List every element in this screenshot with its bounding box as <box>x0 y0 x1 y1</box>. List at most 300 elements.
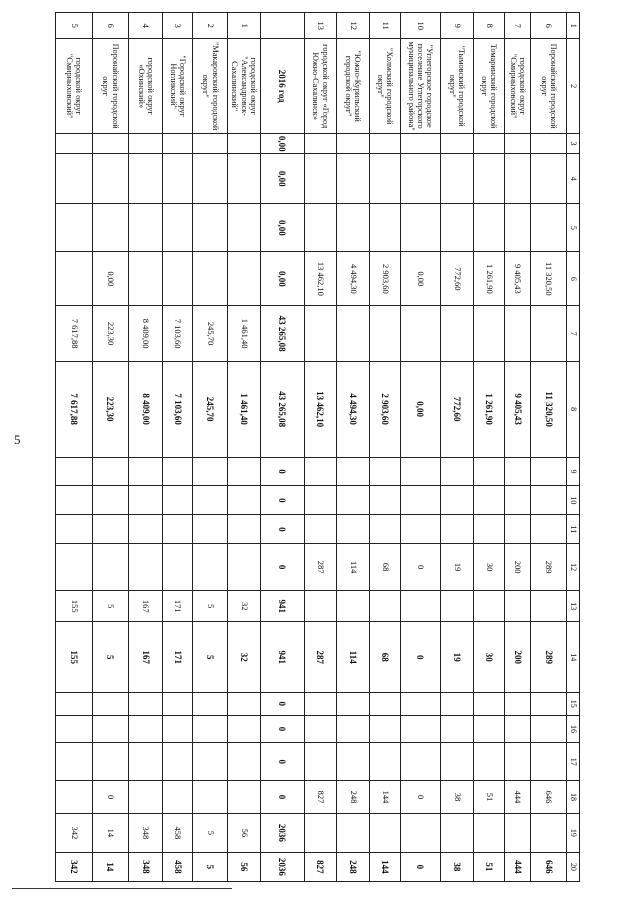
table-cell <box>92 457 128 486</box>
table-cell: 13 462,10 <box>304 252 336 306</box>
table-cell: 43 265,08 <box>260 306 304 361</box>
table-cell: 167 <box>129 622 163 693</box>
table-header-row <box>566 13 579 882</box>
table-cell <box>504 515 531 544</box>
column-number: 15 <box>566 692 579 715</box>
municipality-name: "Тымовский городской округ" <box>440 39 473 133</box>
table-cell: 1 461,40 <box>228 361 260 457</box>
table-cell <box>400 515 440 544</box>
table-cell: 0 <box>260 544 304 591</box>
table-cell <box>193 154 228 204</box>
table-cell <box>129 252 163 306</box>
table-cell: 51 <box>473 852 504 881</box>
table-cell <box>129 715 163 743</box>
table-cell: 2036 <box>260 813 304 852</box>
table-cell <box>336 715 369 743</box>
table-cell <box>369 715 400 743</box>
table-cell <box>163 204 193 252</box>
table-cell <box>504 743 531 781</box>
table-cell: 0 <box>260 715 304 743</box>
table-row <box>92 13 128 882</box>
table-row <box>56 13 93 882</box>
table-cell <box>304 692 336 715</box>
table-cell <box>531 813 566 852</box>
table-cell: 0 <box>400 622 440 693</box>
table-cell <box>304 133 336 153</box>
table-cell: 0 <box>260 692 304 715</box>
table-cell <box>369 306 400 361</box>
table-cell: 5 <box>193 622 228 693</box>
table-cell <box>473 692 504 715</box>
data-table <box>55 12 580 882</box>
table-cell <box>228 743 260 781</box>
table-cell <box>369 204 400 252</box>
table-cell <box>504 133 531 153</box>
table-cell <box>400 486 440 515</box>
table-cell: 0 <box>400 544 440 591</box>
table-cell <box>304 486 336 515</box>
table-cell <box>304 204 336 252</box>
table-cell <box>531 457 566 486</box>
table-cell: 30 <box>473 622 504 693</box>
table-cell: 0 <box>260 515 304 544</box>
table-cell <box>56 544 93 591</box>
table-cell <box>473 154 504 204</box>
table-cell <box>228 133 260 153</box>
table-cell <box>163 252 193 306</box>
table-cell <box>92 544 128 591</box>
table-cell <box>400 154 440 204</box>
table-cell <box>304 813 336 852</box>
table-cell <box>228 252 260 306</box>
table-cell: 11 320,50 <box>531 252 566 306</box>
municipality-name: Поронайский городской округ <box>92 39 128 133</box>
table-cell <box>129 743 163 781</box>
table-cell <box>56 692 93 715</box>
table-cell: 19 <box>440 544 473 591</box>
table-cell: 68 <box>369 622 400 693</box>
table-cell: 7 103,60 <box>163 361 193 457</box>
table-cell: 167 <box>129 590 163 621</box>
table-cell: 38 <box>440 781 473 814</box>
table-cell: 5 <box>92 622 128 693</box>
table-cell <box>56 486 93 515</box>
table-cell <box>163 544 193 591</box>
table-cell: 0 <box>260 486 304 515</box>
table-cell: 200 <box>504 622 531 693</box>
table-cell <box>260 13 304 39</box>
table-cell: 348 <box>129 813 163 852</box>
table-cell <box>304 715 336 743</box>
table-cell: 458 <box>163 852 193 881</box>
table-cell <box>369 457 400 486</box>
table-cell: 56 <box>228 852 260 881</box>
table-cell <box>56 204 93 252</box>
table-cell <box>504 692 531 715</box>
table-cell <box>531 743 566 781</box>
table-cell <box>336 515 369 544</box>
table-row <box>369 13 400 882</box>
table-cell <box>228 515 260 544</box>
table-cell: 6 <box>531 13 566 39</box>
table-cell: 0 <box>400 781 440 814</box>
column-number: 1 <box>566 13 579 39</box>
table-cell <box>473 133 504 153</box>
table-cell: 30 <box>473 544 504 591</box>
column-number: 14 <box>566 622 579 693</box>
table-cell <box>531 204 566 252</box>
page-number: 5 <box>14 432 21 447</box>
table-cell: 68 <box>369 544 400 591</box>
column-number: 19 <box>566 813 579 852</box>
table-row <box>228 13 260 882</box>
municipality-name: городской округ "Смирныховский" <box>504 39 531 133</box>
table-cell: 646 <box>531 781 566 814</box>
municipality-name: "Городской округ Ногликский" <box>163 39 193 133</box>
table-cell <box>336 457 369 486</box>
table-cell <box>531 715 566 743</box>
table-cell <box>440 692 473 715</box>
table-cell <box>163 692 193 715</box>
table-cell: 6 <box>92 13 128 39</box>
table-cell: 223,30 <box>92 361 128 457</box>
table-cell <box>129 133 163 153</box>
table-cell: 348 <box>129 852 163 881</box>
table-cell <box>473 486 504 515</box>
table-cell: 4 494,30 <box>336 252 369 306</box>
table-cell <box>56 457 93 486</box>
column-number: 20 <box>566 852 579 881</box>
table-cell <box>56 154 93 204</box>
table-cell: 7 <box>504 13 531 39</box>
column-number: 2 <box>566 39 579 133</box>
column-number: 9 <box>566 457 579 486</box>
table-cell <box>193 204 228 252</box>
table-cell <box>92 154 128 204</box>
table-cell: 7 103,60 <box>163 306 193 361</box>
table-row <box>531 13 566 882</box>
table-cell <box>163 715 193 743</box>
table-cell <box>129 515 163 544</box>
table-cell: 0 <box>92 781 128 814</box>
table-cell: 289 <box>531 544 566 591</box>
table-cell: 646 <box>531 852 566 881</box>
table-cell: 8 409,00 <box>129 306 163 361</box>
table-cell: 0,00 <box>92 252 128 306</box>
table-cell: 13 <box>304 13 336 39</box>
table-cell: 941 <box>260 622 304 693</box>
table-cell: 0 <box>400 852 440 881</box>
table-cell <box>92 515 128 544</box>
table-total-row <box>260 13 304 882</box>
column-number: 12 <box>566 544 579 591</box>
table-cell <box>531 133 566 153</box>
table-cell: 5 <box>193 590 228 621</box>
table-cell <box>504 486 531 515</box>
table-cell <box>228 154 260 204</box>
table-cell <box>440 486 473 515</box>
table-cell: 2 903,60 <box>369 361 400 457</box>
table-cell <box>400 133 440 153</box>
table-cell <box>92 692 128 715</box>
table-cell <box>163 743 193 781</box>
table-cell: 342 <box>56 852 93 881</box>
table-cell: 4 <box>129 13 163 39</box>
signature-line <box>12 888 232 889</box>
column-number: 7 <box>566 306 579 361</box>
table-cell: 155 <box>56 622 93 693</box>
table-cell <box>193 544 228 591</box>
table-cell <box>369 692 400 715</box>
table-cell: 5 <box>92 590 128 621</box>
table-cell: 0,00 <box>260 252 304 306</box>
table-cell: 114 <box>336 544 369 591</box>
table-cell: 444 <box>504 852 531 881</box>
table-cell: 14 <box>92 852 128 881</box>
table-cell: 287 <box>304 622 336 693</box>
table-cell <box>504 813 531 852</box>
table-cell <box>193 692 228 715</box>
table-cell <box>440 715 473 743</box>
table-cell: 9 <box>440 13 473 39</box>
table-row <box>440 13 473 882</box>
table-cell <box>56 515 93 544</box>
table-cell: 51 <box>473 781 504 814</box>
table-cell <box>400 692 440 715</box>
column-number: 8 <box>566 361 579 457</box>
table-cell: 7 617,88 <box>56 306 93 361</box>
table-row <box>336 13 369 882</box>
table-cell <box>92 715 128 743</box>
table-cell <box>473 306 504 361</box>
table-cell <box>504 154 531 204</box>
table-cell <box>473 743 504 781</box>
table-cell <box>369 813 400 852</box>
table-cell <box>369 590 400 621</box>
table-cell <box>92 743 128 781</box>
table-cell <box>531 515 566 544</box>
year-label: 2016 год <box>260 39 304 133</box>
table-cell: 941 <box>260 590 304 621</box>
table-cell <box>336 590 369 621</box>
table-cell <box>440 306 473 361</box>
table-cell <box>336 154 369 204</box>
table-cell <box>473 515 504 544</box>
table-cell <box>193 457 228 486</box>
table-cell <box>473 715 504 743</box>
table-cell <box>228 457 260 486</box>
table-cell <box>504 590 531 621</box>
table-cell: 8 <box>473 13 504 39</box>
table-cell: 2036 <box>260 852 304 881</box>
table-cell <box>193 715 228 743</box>
table-cell <box>504 715 531 743</box>
table-cell <box>163 133 193 153</box>
table-cell <box>56 715 93 743</box>
table-cell <box>369 486 400 515</box>
table-cell: 0 <box>260 743 304 781</box>
table-cell <box>129 457 163 486</box>
table-cell: 12 <box>336 13 369 39</box>
table-cell: 5 <box>193 813 228 852</box>
table-cell: 32 <box>228 590 260 621</box>
table-cell <box>531 154 566 204</box>
table-cell: 3 <box>163 13 193 39</box>
table-cell: 9 405,43 <box>504 361 531 457</box>
table-cell <box>304 743 336 781</box>
municipality-name: Томаринский городской округ <box>473 39 504 133</box>
table-cell <box>193 486 228 515</box>
table-cell <box>228 544 260 591</box>
table-cell: 444 <box>504 781 531 814</box>
municipality-name: "Углегорское городское поселение Углегорского муниципального района" <box>400 39 440 133</box>
table-cell <box>228 715 260 743</box>
table-cell <box>400 590 440 621</box>
table-cell <box>473 457 504 486</box>
table-cell <box>440 743 473 781</box>
table-cell: 11 <box>369 13 400 39</box>
municipality-name: городской округ «Охинский» <box>129 39 163 133</box>
municipality-name: "Макаровский городской округ" <box>193 39 228 133</box>
table-cell: 772,60 <box>440 252 473 306</box>
table-cell: 772,60 <box>440 361 473 457</box>
table-cell: 0,00 <box>260 154 304 204</box>
table-cell <box>129 204 163 252</box>
table-cell: 38 <box>440 852 473 881</box>
table-cell: 245,70 <box>193 306 228 361</box>
table-cell <box>400 457 440 486</box>
table-cell: 0,00 <box>400 361 440 457</box>
table-cell: 458 <box>163 813 193 852</box>
table-cell: 287 <box>304 544 336 591</box>
table-cell: 14 <box>92 813 128 852</box>
column-number: 18 <box>566 781 579 814</box>
table-cell <box>193 252 228 306</box>
table-cell: 200 <box>504 544 531 591</box>
table-cell <box>304 306 336 361</box>
table-cell: 43 265,08 <box>260 361 304 457</box>
table-cell: 144 <box>369 781 400 814</box>
table-cell <box>336 486 369 515</box>
table-cell: 0,00 <box>260 133 304 153</box>
table-cell <box>193 515 228 544</box>
table-cell <box>92 486 128 515</box>
municipality-name: городской округ "Александровск-Сахалинский" <box>228 39 260 133</box>
table-row <box>400 13 440 882</box>
column-number: 3 <box>566 133 579 153</box>
table-cell <box>400 715 440 743</box>
column-number: 11 <box>566 515 579 544</box>
table-cell: 2 903,60 <box>369 252 400 306</box>
table-cell: 32 <box>228 622 260 693</box>
table-cell <box>400 204 440 252</box>
table-row <box>193 13 228 882</box>
table-cell: 827 <box>304 852 336 881</box>
table-cell: 0 <box>260 457 304 486</box>
table-cell <box>400 813 440 852</box>
table-cell <box>193 781 228 814</box>
table-cell: 10 <box>400 13 440 39</box>
table-cell <box>369 154 400 204</box>
table-cell: 19 <box>440 622 473 693</box>
table-row <box>504 13 531 882</box>
table-cell <box>440 204 473 252</box>
table-cell <box>228 781 260 814</box>
table-cell <box>440 133 473 153</box>
table-cell <box>336 743 369 781</box>
table-row <box>129 13 163 882</box>
municipality-name: "Холмский городской округ" <box>369 39 400 133</box>
table-cell <box>129 486 163 515</box>
table-cell: 155 <box>56 590 93 621</box>
table-cell <box>163 486 193 515</box>
municipality-name: городской округ "Смирныховский" <box>56 39 93 133</box>
table-cell: 13 462,10 <box>304 361 336 457</box>
table-cell: 245,70 <box>193 361 228 457</box>
table-cell <box>56 133 93 153</box>
table-cell <box>56 252 93 306</box>
column-number: 5 <box>566 204 579 252</box>
table-cell <box>129 544 163 591</box>
table-cell: 144 <box>369 852 400 881</box>
table-cell: 248 <box>336 852 369 881</box>
table-cell <box>473 590 504 621</box>
table-cell: 4 494,30 <box>336 361 369 457</box>
table-row <box>304 13 336 882</box>
table-row <box>163 13 193 882</box>
table-cell <box>531 306 566 361</box>
table-cell <box>163 154 193 204</box>
table-cell: 289 <box>531 622 566 693</box>
table-cell: 1 261,90 <box>473 361 504 457</box>
table-cell: 1 261,90 <box>473 252 504 306</box>
table-cell <box>440 813 473 852</box>
column-number: 13 <box>566 590 579 621</box>
table-cell: 1 <box>228 13 260 39</box>
table-cell <box>336 813 369 852</box>
table-cell <box>531 590 566 621</box>
table-cell: 0 <box>260 781 304 814</box>
table-cell <box>531 486 566 515</box>
column-number: 10 <box>566 486 579 515</box>
table-cell <box>56 743 93 781</box>
table-cell: 56 <box>228 813 260 852</box>
table-cell <box>163 515 193 544</box>
rotated-table-container <box>55 12 580 882</box>
table-cell <box>440 515 473 544</box>
table-cell <box>228 486 260 515</box>
table-cell: 342 <box>56 813 93 852</box>
table-cell: 11 320,50 <box>531 361 566 457</box>
table-cell <box>193 133 228 153</box>
column-number: 16 <box>566 715 579 743</box>
table-cell <box>304 154 336 204</box>
table-cell <box>504 457 531 486</box>
table-cell: 0,00 <box>400 252 440 306</box>
table-cell <box>92 133 128 153</box>
table-cell <box>163 457 193 486</box>
table-cell: 0,00 <box>260 204 304 252</box>
table-cell <box>504 306 531 361</box>
table-cell <box>531 692 566 715</box>
table-cell <box>193 743 228 781</box>
table-cell <box>92 204 128 252</box>
table-cell <box>400 306 440 361</box>
table-cell: 9 405,43 <box>504 252 531 306</box>
table-cell <box>369 515 400 544</box>
table-cell <box>228 692 260 715</box>
table-row <box>473 13 504 882</box>
